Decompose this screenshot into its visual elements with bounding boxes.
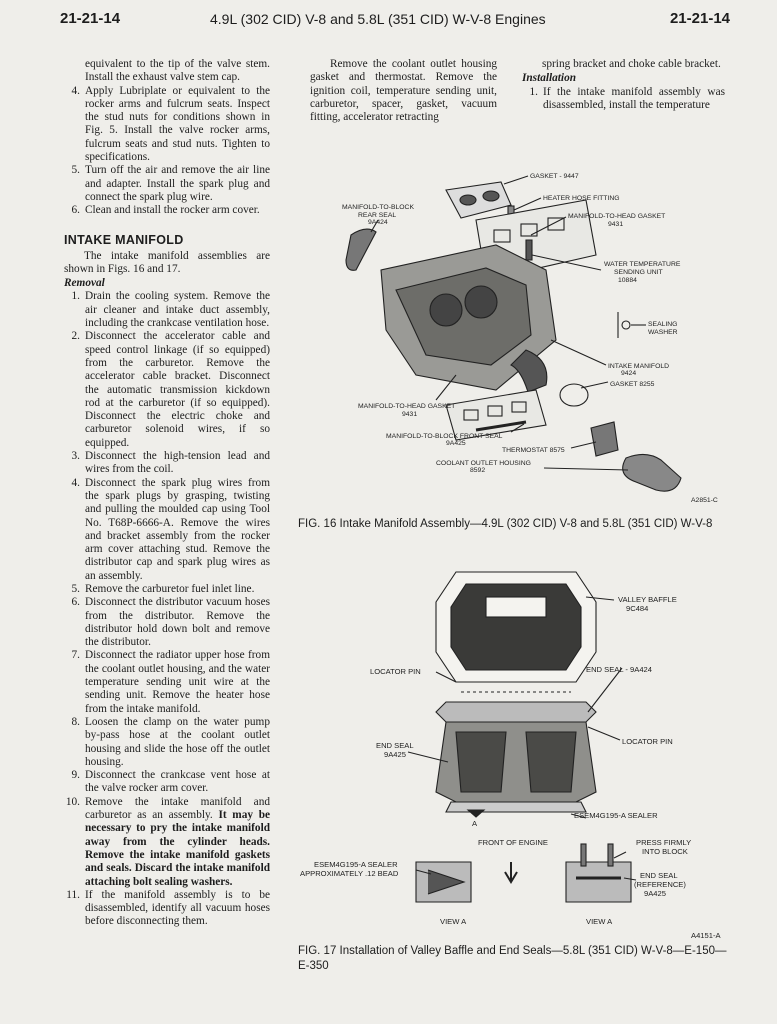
step-number: 5.	[71, 582, 80, 595]
step-warning: It may be necessary to pry the intake manifold away from the cylinder heads. Remove the intake manifold gaskets and seals. Discard the intake manifold attaching bolt sealing washers.	[85, 809, 271, 888]
label-locator-pin-left: LOCATOR PIN	[370, 667, 421, 676]
label-intake-num: 9424	[621, 370, 637, 377]
step-number: 6.	[71, 204, 80, 217]
leader-line	[588, 727, 620, 740]
label-end-seal-left-num: 9A425	[384, 750, 406, 759]
label-valley-baffle: VALLEY BAFFLE	[618, 595, 677, 604]
step-number: 2.	[71, 330, 80, 343]
locator-pin	[608, 844, 613, 866]
valve-steps	[64, 85, 270, 218]
installation-steps	[522, 86, 725, 113]
label-end-seal-ref: END SEAL	[640, 871, 678, 880]
sealing-washer	[622, 321, 630, 329]
step-text: Drain the cooling system. Remove the air cleaner and intake duct assembly, including the crankcase ventilation hose.	[85, 290, 270, 330]
label-washer: WASHER	[648, 329, 678, 336]
step-number: 1.	[529, 85, 538, 98]
label-head-gasket-b: MANIFOLD-TO-HEAD GASKET	[358, 403, 456, 410]
end-seal-front	[446, 802, 586, 812]
leader-line	[581, 382, 608, 388]
step-text: Disconnect the distributor vacuum hoses from the distributor. Remove the distributor hold down bolt and remove the distributor.	[85, 596, 270, 649]
step-text: If the intake manifold assembly was disassembled, install the temperature	[543, 85, 725, 111]
step-number: 4.	[71, 476, 80, 489]
label-valley-num: 9C484	[626, 604, 649, 613]
carburetor-pad	[465, 286, 497, 318]
removal-steps	[64, 290, 270, 928]
figure-code: A4151-A	[691, 931, 721, 940]
label-end-seal-ref-2: (REFERENCE)	[634, 880, 686, 889]
label-sealer-right: ESEM4G195-A SEALER	[574, 811, 658, 820]
step-number: 10.	[65, 795, 80, 808]
section-heading: INTAKE MANIFOLD	[64, 232, 184, 247]
label-intake-manifold: INTAKE MANIFOLD	[608, 363, 670, 370]
label-view-a-left: VIEW A	[440, 917, 467, 926]
removal-heading: Removal	[64, 277, 105, 290]
running-title: 4.9L (302 CID) V-8 and 5.8L (351 CID) W-V-8 Engines	[210, 11, 546, 27]
label-coolant-outlet: COOLANT OUTLET HOUSING	[436, 460, 531, 467]
removal-step	[64, 450, 270, 477]
leader-line	[614, 852, 626, 858]
view-a-right-block	[566, 862, 631, 902]
step-text: Remove the intake manifold and carburetor as an assembly.	[85, 795, 270, 822]
step-text: Disconnect the high-tension lead and wires from the coil.	[85, 450, 270, 476]
carburetor-gasket	[446, 182, 511, 218]
gasket-hole	[460, 195, 476, 205]
leader-line	[571, 442, 596, 448]
step-item	[64, 164, 270, 204]
label-sending-num: 10884	[618, 277, 637, 284]
removal-step	[64, 769, 270, 796]
label-gasket-8255: GASKET 8255	[610, 381, 655, 388]
label-into-block: INTO BLOCK	[642, 847, 688, 856]
removal-step	[64, 716, 270, 769]
leader-line	[504, 176, 528, 184]
fig17-caption: FIG. 17 Installation of Valley Baffle and End Seals—5.8L (351 CID) W-V-8—E-150—E-350	[298, 945, 727, 972]
label-outlet-num: 8592	[470, 467, 486, 474]
removal-step	[64, 290, 270, 330]
step-text: Disconnect the spark plug wires from the spark plugs by grasping, twisting and pulling the moulded cap using Tool No. T68P-6666-A. Remove the wires and bracket assembly from the rocker arm cover attaching stud. Remove the distributor cap and spark plug wires as an assembly.	[85, 476, 270, 582]
column-right	[522, 58, 725, 112]
thermostat	[591, 422, 618, 456]
step-item	[64, 204, 270, 217]
label-head-gasket-num: 9431	[608, 221, 624, 228]
removal-continued: Remove the coolant outlet housing gasket and thermostat. Remove the ignition coil, temperature sending unit, carburetor, spacer, gasket, vacuum fitting, accelerator retracting	[310, 58, 497, 124]
installation-heading: Installation	[522, 72, 576, 85]
removal-step	[64, 477, 270, 583]
step-text: Loosen the clamp on the water pump by-pass hose at the coolant outlet housing and slide the hose off the outlet housing.	[85, 715, 270, 768]
step-text: Apply Lubriplate or equivalent to the rocker arms and fulcrum seats. Inspect the stud nuts for conditions shown in Fig. 5. Install the valve rocker arms, fulcrum seats and stud nuts. Tighten to specifications.	[85, 84, 270, 164]
step-text: Turn off the air and remove the air line and adapter. Install the spark plug and connect the spark plug wire.	[85, 164, 270, 203]
page-number-left: 21-21-14	[60, 10, 121, 27]
gasket-hole	[483, 191, 499, 201]
label-locator-pin-right: LOCATOR PIN	[622, 737, 673, 746]
cylinder-bank	[456, 732, 506, 792]
label-sealer-left-2: APPROXIMATELY .12 BEAD	[300, 869, 399, 878]
step-text: If the manifold assembly is to be disassembled, identify all vacuum hoses before disconnecting them.	[85, 888, 270, 928]
install-step	[522, 86, 725, 113]
step-number: 8.	[71, 715, 80, 728]
label-end-seal-left: END SEAL	[376, 741, 414, 750]
label-sealing: SEALING	[648, 321, 678, 328]
label-gasket: GASKET - 9447	[530, 173, 579, 180]
locator-pin	[581, 844, 586, 866]
intake-manifold-drawing	[346, 176, 681, 491]
label-view-a-right: VIEW A	[586, 917, 613, 926]
removal-step	[64, 596, 270, 649]
step-item	[64, 85, 270, 165]
label-front-of-engine: FRONT OF ENGINE	[478, 838, 548, 847]
label-sealer-left: ESEM4G195-A SEALER	[314, 860, 398, 869]
step-number: 6.	[71, 596, 80, 609]
removal-step	[64, 583, 270, 596]
label-head-gasket-b-num: 9431	[402, 411, 418, 418]
step-number: 3.	[71, 450, 80, 463]
label-rear-seal: MANIFOLD-TO-BLOCK	[342, 204, 415, 211]
sending-unit	[526, 240, 532, 260]
rear-seal	[346, 229, 376, 270]
step-text: Disconnect the crankcase vent hose at the valve rocker arm cover.	[85, 769, 270, 795]
label-front-seal: MANIFOLD-TO-BLOCK FRONT SEAL	[386, 433, 503, 440]
fig16-caption: FIG. 16 Intake Manifold Assembly—4.9L (302 CID) V-8 and 5.8L (351 CID) W-V-8	[298, 518, 713, 530]
figure-code: A2851-C	[691, 497, 718, 504]
label-sending-unit: SENDING UNIT	[614, 269, 663, 276]
step-number: 5.	[71, 164, 80, 177]
view-a-arrow	[468, 810, 484, 817]
label-front-seal-num: 9A425	[446, 440, 466, 447]
column-left	[64, 58, 270, 929]
section-intro: The intake manifold assemblies are shown in Figs. 16 and 17.	[64, 249, 270, 275]
removal-step	[64, 330, 270, 450]
page-number-right: 21-21-14	[669, 10, 730, 27]
label-thermostat: THERMOSTAT 8575	[502, 447, 565, 454]
valley-baffle-drawing	[408, 572, 636, 902]
page-header	[60, 10, 730, 34]
step-number: 1.	[71, 290, 80, 303]
leader-line	[551, 340, 606, 365]
removal-step	[64, 796, 270, 889]
coolant-outlet-housing	[623, 454, 681, 491]
leader-line	[514, 198, 541, 210]
cylinder-bank	[526, 732, 576, 792]
carburetor-pad	[430, 294, 462, 326]
step-number: 9.	[71, 769, 80, 782]
step-text: Remove the carburetor fuel inlet line.	[85, 582, 255, 595]
fig16-illustration	[296, 160, 730, 510]
label-end-seal-right: END SEAL - 9A424	[586, 665, 652, 674]
label-arrow-a: A	[472, 819, 478, 828]
step-text: Disconnect the radiator upper hose from the coolant outlet housing, and the water temperature sending unit wire at the sending unit. Remove the heater hose from the intake manifold.	[85, 649, 270, 715]
label-rear-seal-3: 9A424	[368, 219, 388, 226]
label-press-firmly: PRESS FIRMLY	[636, 838, 692, 847]
step-text: Clean and install the rocker arm cover.	[85, 204, 260, 217]
leader-line	[588, 668, 622, 712]
step-3-continued: equivalent to the tip of the valve stem. Install the exhaust valve stem cap.	[85, 58, 270, 84]
front-arrow	[505, 862, 517, 882]
baffle-rib	[486, 597, 546, 617]
label-water-temp: WATER TEMPERATURE	[604, 261, 681, 268]
removal-step	[64, 649, 270, 715]
leader-line	[544, 468, 628, 470]
label-heater-hose: HEATER HOSE FITTING	[543, 195, 620, 202]
fig17-illustration	[296, 562, 730, 942]
removal-step	[64, 889, 270, 929]
end-seal-rear	[436, 702, 596, 722]
step-number: 4.	[71, 84, 80, 97]
step-number: 11.	[66, 888, 80, 901]
column-middle	[310, 58, 497, 124]
removal-continued-2: spring bracket and choke cable bracket.	[542, 58, 721, 70]
step-number: 7.	[71, 649, 80, 662]
step-text: Disconnect the accelerator cable and speed control linkage (if so equipped) from the carburetor. Remove the accelerator cable bracket. Disconnect the automatic transmission kickdown rod at the carburetor (if so equipped). Disconnect the electric choke and carburetor solenoid wires, if so equipped.	[85, 330, 270, 449]
label-head-gasket: MANIFOLD-TO-HEAD GASKET	[568, 213, 666, 220]
label-end-seal-ref-3: 9A425	[644, 889, 666, 898]
label-rear-seal-2: REAR SEAL	[358, 212, 397, 219]
